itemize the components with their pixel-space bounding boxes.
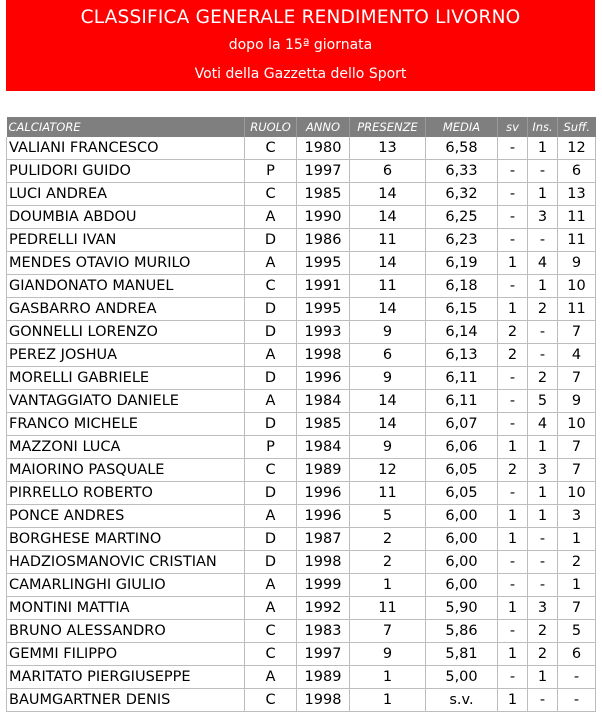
table-row (7, 505, 596, 528)
cell-player-name: BORGHESE MARTINO (7, 528, 245, 551)
cell-insufficient-count: 2 (528, 643, 558, 666)
cell-insufficient-count: 1 (528, 137, 558, 160)
cell-appearances: 11 (350, 597, 426, 620)
cell-player-name: MARITATO PIERGIUSEPPE (7, 666, 245, 689)
cell-sv-count: 1 (498, 528, 528, 551)
cell-role: D (245, 321, 297, 344)
col-header-sv: sv (498, 117, 528, 137)
table-row (7, 689, 596, 712)
cell-average-rating: s.v. (426, 689, 498, 712)
cell-average-rating: 5,00 (426, 666, 498, 689)
cell-appearances: 13 (350, 137, 426, 160)
cell-player-name: MENDES OTAVIO MURILO (7, 252, 245, 275)
col-header-year: ANNO (297, 117, 350, 137)
cell-insufficient-count: - (528, 574, 558, 597)
cell-insufficient-count: 3 (528, 459, 558, 482)
cell-role: D (245, 367, 297, 390)
cell-birth-year: 1984 (297, 390, 350, 413)
cell-player-name: BAUMGARTNER DENIS (7, 689, 245, 712)
cell-sv-count: - (498, 160, 528, 183)
cell-insufficient-count: 4 (528, 252, 558, 275)
cell-average-rating: 6,25 (426, 206, 498, 229)
cell-role: C (245, 689, 297, 712)
cell-average-rating: 6,18 (426, 275, 498, 298)
cell-player-name: FRANCO MICHELE (7, 413, 245, 436)
page-title: CLASSIFICA GENERALE RENDIMENTO LIVORNO (80, 7, 521, 28)
cell-average-rating: 6,32 (426, 183, 498, 206)
cell-birth-year: 1999 (297, 574, 350, 597)
cell-role: D (245, 551, 297, 574)
cell-sufficient-count: - (558, 689, 596, 712)
cell-role: A (245, 206, 297, 229)
cell-average-rating: 5,86 (426, 620, 498, 643)
cell-role: A (245, 252, 297, 275)
cell-insufficient-count: - (528, 160, 558, 183)
cell-birth-year: 1993 (297, 321, 350, 344)
cell-sv-count: 1 (498, 252, 528, 275)
cell-insufficient-count: 5 (528, 390, 558, 413)
cell-sufficient-count: 5 (558, 620, 596, 643)
cell-sufficient-count: 10 (558, 275, 596, 298)
cell-birth-year: 1992 (297, 597, 350, 620)
cell-insufficient-count: - (528, 551, 558, 574)
cell-appearances: 11 (350, 229, 426, 252)
cell-role: A (245, 666, 297, 689)
table-row (7, 298, 596, 321)
cell-average-rating: 6,11 (426, 367, 498, 390)
cell-sv-count: - (498, 367, 528, 390)
cell-sufficient-count: 7 (558, 459, 596, 482)
table-row (7, 597, 596, 620)
cell-sufficient-count: 13 (558, 183, 596, 206)
cell-birth-year: 1997 (297, 160, 350, 183)
cell-sv-count: 2 (498, 344, 528, 367)
cell-role: P (245, 436, 297, 459)
cell-sv-count: 1 (498, 436, 528, 459)
cell-player-name: VANTAGGIATO DANIELE (7, 390, 245, 413)
cell-role: D (245, 229, 297, 252)
cell-role: C (245, 620, 297, 643)
cell-player-name: GONNELLI LORENZO (7, 321, 245, 344)
cell-insufficient-count: 1 (528, 482, 558, 505)
cell-average-rating: 6,15 (426, 298, 498, 321)
cell-insufficient-count: 4 (528, 413, 558, 436)
cell-birth-year: 1998 (297, 689, 350, 712)
table-row (7, 160, 596, 183)
cell-appearances: 14 (350, 413, 426, 436)
col-header-appearances: PRESENZE (350, 117, 426, 137)
cell-sufficient-count: 7 (558, 597, 596, 620)
cell-average-rating: 6,11 (426, 390, 498, 413)
cell-appearances: 11 (350, 482, 426, 505)
cell-sufficient-count: 10 (558, 482, 596, 505)
table-row (7, 321, 596, 344)
cell-player-name: PULIDORI GUIDO (7, 160, 245, 183)
cell-appearances: 6 (350, 160, 426, 183)
cell-appearances: 14 (350, 183, 426, 206)
cell-player-name: MAZZONI LUCA (7, 436, 245, 459)
cell-sv-count: - (498, 574, 528, 597)
cell-role: C (245, 137, 297, 160)
col-header-sufficient: Suff. (558, 117, 596, 137)
cell-appearances: 9 (350, 321, 426, 344)
col-header-average: MEDIA (426, 117, 498, 137)
table-row (7, 344, 596, 367)
cell-insufficient-count: 1 (528, 666, 558, 689)
cell-sufficient-count: 3 (558, 505, 596, 528)
table-row (7, 137, 596, 160)
cell-insufficient-count: 1 (528, 505, 558, 528)
cell-birth-year: 1989 (297, 666, 350, 689)
cell-insufficient-count: 3 (528, 597, 558, 620)
cell-appearances: 11 (350, 275, 426, 298)
cell-average-rating: 5,81 (426, 643, 498, 666)
cell-player-name: PONCE ANDRES (7, 505, 245, 528)
cell-average-rating: 5,90 (426, 597, 498, 620)
cell-birth-year: 1995 (297, 252, 350, 275)
cell-birth-year: 1996 (297, 505, 350, 528)
cell-appearances: 9 (350, 436, 426, 459)
cell-average-rating: 6,00 (426, 574, 498, 597)
table-row (7, 666, 596, 689)
cell-sv-count: 2 (498, 321, 528, 344)
cell-sv-count: 2 (498, 459, 528, 482)
cell-insufficient-count: 3 (528, 206, 558, 229)
table-row (7, 183, 596, 206)
cell-average-rating: 6,00 (426, 505, 498, 528)
cell-player-name: HADZIOSMANOVIC CRISTIAN (7, 551, 245, 574)
cell-player-name: GIANDONATO MANUEL (7, 275, 245, 298)
cell-player-name: GEMMI FILIPPO (7, 643, 245, 666)
cell-sufficient-count: 9 (558, 252, 596, 275)
cell-sufficient-count: 11 (558, 298, 596, 321)
cell-appearances: 2 (350, 528, 426, 551)
cell-average-rating: 6,00 (426, 551, 498, 574)
cell-sufficient-count: 11 (558, 229, 596, 252)
header-banner (6, 0, 595, 91)
col-header-role: RUOLO (245, 117, 297, 137)
table-header-row (7, 117, 596, 137)
cell-average-rating: 6,19 (426, 252, 498, 275)
cell-sv-count: - (498, 666, 528, 689)
cell-sufficient-count: 12 (558, 137, 596, 160)
cell-birth-year: 1987 (297, 528, 350, 551)
cell-sv-count: 1 (498, 597, 528, 620)
cell-sufficient-count: 7 (558, 321, 596, 344)
cell-player-name: BRUNO ALESSANDRO (7, 620, 245, 643)
cell-birth-year: 1989 (297, 459, 350, 482)
cell-sufficient-count: 10 (558, 413, 596, 436)
cell-birth-year: 1996 (297, 367, 350, 390)
table-row (7, 390, 596, 413)
cell-role: C (245, 275, 297, 298)
cell-role: A (245, 505, 297, 528)
cell-sv-count: 1 (498, 643, 528, 666)
col-header-player: CALCIATORE (7, 117, 245, 137)
cell-sufficient-count: 9 (558, 390, 596, 413)
cell-player-name: PEREZ JOSHUA (7, 344, 245, 367)
cell-player-name: PIRRELLO ROBERTO (7, 482, 245, 505)
cell-average-rating: 6,58 (426, 137, 498, 160)
cell-role: A (245, 574, 297, 597)
cell-average-rating: 6,00 (426, 528, 498, 551)
cell-insufficient-count: 2 (528, 620, 558, 643)
table-row (7, 275, 596, 298)
cell-role: A (245, 344, 297, 367)
cell-sv-count: - (498, 206, 528, 229)
cell-average-rating: 6,23 (426, 229, 498, 252)
cell-average-rating: 6,33 (426, 160, 498, 183)
table-row (7, 643, 596, 666)
cell-sufficient-count: 11 (558, 206, 596, 229)
cell-sv-count: 1 (498, 298, 528, 321)
cell-birth-year: 1984 (297, 436, 350, 459)
cell-player-name: DOUMBIA ABDOU (7, 206, 245, 229)
cell-role: D (245, 482, 297, 505)
cell-sv-count: - (498, 137, 528, 160)
table-row (7, 551, 596, 574)
cell-average-rating: 6,05 (426, 459, 498, 482)
cell-appearances: 14 (350, 298, 426, 321)
cell-birth-year: 1980 (297, 137, 350, 160)
cell-sufficient-count: 7 (558, 436, 596, 459)
table-row (7, 482, 596, 505)
cell-player-name: MONTINI MATTIA (7, 597, 245, 620)
cell-sufficient-count: - (558, 666, 596, 689)
cell-sufficient-count: 6 (558, 160, 596, 183)
source-note: Voti della Gazzetta dello Sport (194, 66, 407, 82)
cell-birth-year: 1986 (297, 229, 350, 252)
cell-birth-year: 1983 (297, 620, 350, 643)
cell-birth-year: 1985 (297, 183, 350, 206)
cell-sufficient-count: 2 (558, 551, 596, 574)
cell-birth-year: 1991 (297, 275, 350, 298)
cell-sv-count: - (498, 275, 528, 298)
cell-sv-count: - (498, 551, 528, 574)
table-row (7, 528, 596, 551)
cell-player-name: PEDRELLI IVAN (7, 229, 245, 252)
cell-appearances: 5 (350, 505, 426, 528)
cell-sv-count: - (498, 183, 528, 206)
cell-sv-count: - (498, 620, 528, 643)
cell-appearances: 14 (350, 206, 426, 229)
cell-appearances: 7 (350, 620, 426, 643)
cell-player-name: LUCI ANDREA (7, 183, 245, 206)
table-row (7, 436, 596, 459)
cell-sufficient-count: 7 (558, 367, 596, 390)
cell-insufficient-count: - (528, 689, 558, 712)
cell-birth-year: 1995 (297, 298, 350, 321)
col-header-insufficient: Ins. (528, 117, 558, 137)
cell-birth-year: 1997 (297, 643, 350, 666)
cell-role: A (245, 597, 297, 620)
cell-insufficient-count: - (528, 344, 558, 367)
cell-appearances: 12 (350, 459, 426, 482)
cell-insufficient-count: 1 (528, 436, 558, 459)
table-row (7, 413, 596, 436)
table-row (7, 206, 596, 229)
cell-sv-count: - (498, 482, 528, 505)
cell-role: C (245, 183, 297, 206)
cell-player-name: GASBARRO ANDREA (7, 298, 245, 321)
cell-insufficient-count: - (528, 321, 558, 344)
ranking-table (6, 117, 596, 712)
table-row (7, 367, 596, 390)
table-row (7, 620, 596, 643)
table-body (7, 137, 596, 712)
cell-insufficient-count: - (528, 229, 558, 252)
cell-birth-year: 1998 (297, 344, 350, 367)
cell-average-rating: 6,06 (426, 436, 498, 459)
cell-sv-count: - (498, 390, 528, 413)
cell-sv-count: - (498, 229, 528, 252)
cell-sufficient-count: 1 (558, 528, 596, 551)
cell-sv-count: 1 (498, 689, 528, 712)
cell-appearances: 2 (350, 551, 426, 574)
table-row (7, 252, 596, 275)
cell-appearances: 1 (350, 689, 426, 712)
cell-player-name: VALIANI FRANCESCO (7, 137, 245, 160)
cell-player-name: CAMARLINGHI GIULIO (7, 574, 245, 597)
cell-sv-count: 1 (498, 505, 528, 528)
cell-appearances: 6 (350, 344, 426, 367)
cell-role: C (245, 459, 297, 482)
cell-insufficient-count: 1 (528, 275, 558, 298)
cell-insufficient-count: - (528, 528, 558, 551)
cell-average-rating: 6,14 (426, 321, 498, 344)
cell-appearances: 9 (350, 367, 426, 390)
cell-role: D (245, 413, 297, 436)
cell-insufficient-count: 2 (528, 298, 558, 321)
cell-appearances: 1 (350, 666, 426, 689)
cell-role: D (245, 298, 297, 321)
cell-sufficient-count: 4 (558, 344, 596, 367)
cell-player-name: MORELLI GABRIELE (7, 367, 245, 390)
cell-role: A (245, 390, 297, 413)
cell-role: C (245, 643, 297, 666)
cell-appearances: 14 (350, 390, 426, 413)
cell-birth-year: 1990 (297, 206, 350, 229)
cell-birth-year: 1998 (297, 551, 350, 574)
cell-player-name: MAIORINO PASQUALE (7, 459, 245, 482)
cell-sufficient-count: 6 (558, 643, 596, 666)
cell-birth-year: 1996 (297, 482, 350, 505)
cell-appearances: 14 (350, 252, 426, 275)
cell-birth-year: 1985 (297, 413, 350, 436)
table-row (7, 229, 596, 252)
cell-average-rating: 6,13 (426, 344, 498, 367)
page-subtitle: dopo la 15ª giornata (228, 37, 373, 53)
cell-role: P (245, 160, 297, 183)
cell-insufficient-count: 2 (528, 367, 558, 390)
cell-average-rating: 6,07 (426, 413, 498, 436)
cell-role: D (245, 528, 297, 551)
cell-sv-count: - (498, 413, 528, 436)
cell-insufficient-count: 1 (528, 183, 558, 206)
table-row (7, 574, 596, 597)
cell-appearances: 9 (350, 643, 426, 666)
cell-sufficient-count: 1 (558, 574, 596, 597)
table-row (7, 459, 596, 482)
cell-appearances: 1 (350, 574, 426, 597)
cell-average-rating: 6,05 (426, 482, 498, 505)
